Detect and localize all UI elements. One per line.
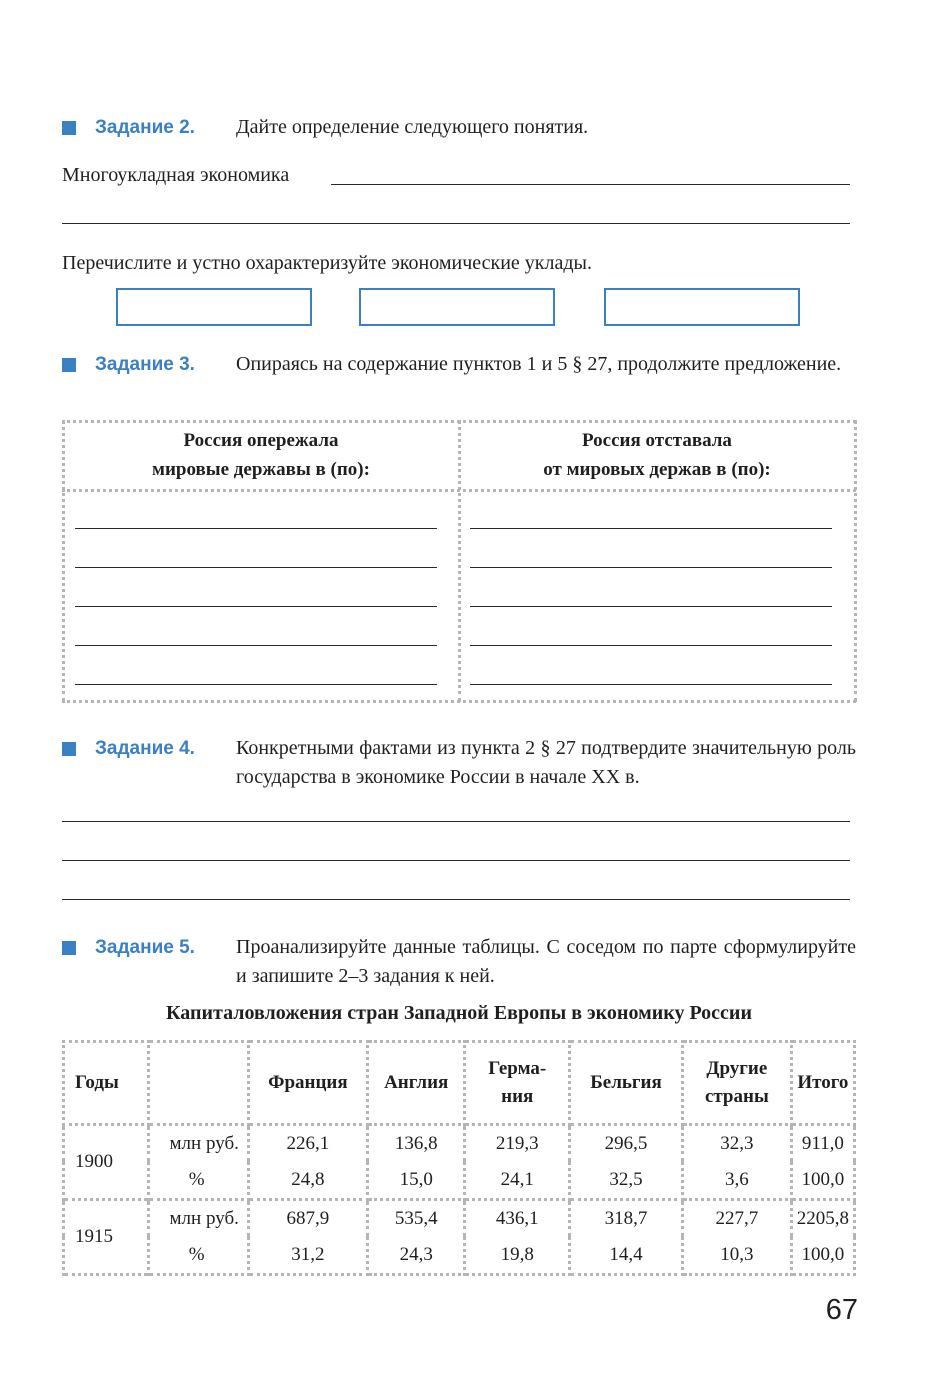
value-cell: 2205,8 [791,1200,854,1238]
table-row [64,1162,855,1200]
task2-text: Дайте определение следующего понятия. [236,116,589,138]
table-row [64,1200,855,1238]
answer-line[interactable] [470,684,832,685]
task4-text: Конкретными фактами из пункта 2 § 27 подтвердите значительную роль государства в экономике России в начале XX в. [236,737,856,788]
task5-text: Проанализируйте данные таблицы. С соседом по парте сформулируйте и запишите 2–3 задания к ней. [236,936,856,987]
value-cell: 24,3 [367,1237,465,1275]
year-cell: 1915 [64,1200,149,1275]
table-title: Капиталовложения стран Западной Европы в экономику России [166,1002,752,1024]
header-belgium: Бельгия [570,1042,683,1125]
task2-prompt: Перечислите и устно охарактеризуйте экономические уклады. [62,252,592,274]
value-cell: 14,4 [570,1237,683,1275]
unit-cell: млн руб. [149,1125,249,1163]
column-header-ahead: Россия опережала мировые державы в (по): [152,430,370,480]
task4-label: Задание 4. [95,738,195,759]
answer-line[interactable] [470,528,832,529]
header-france: Франция [248,1042,367,1125]
investment-table [62,1040,856,1276]
answer-line[interactable] [75,606,437,607]
task3-text: Опираясь на содержание пунктов 1 и 5 § 27, продолжите предложение. [236,353,842,375]
answer-line[interactable] [62,821,850,822]
answer-line[interactable] [470,606,832,607]
header-years: Годы [64,1042,149,1125]
header-unit [149,1042,249,1125]
task3-label: Задание 3. [95,354,195,375]
value-cell: 687,9 [248,1200,367,1238]
unit-cell: % [149,1162,249,1200]
unit-cell: % [149,1237,249,1275]
answer-line[interactable] [470,567,832,568]
value-cell: 19,8 [465,1237,570,1275]
header-total: Итого [791,1042,854,1125]
value-cell: 226,1 [248,1125,367,1163]
answer-line[interactable] [75,645,437,646]
answer-line[interactable] [62,223,850,224]
answer-box-2[interactable] [359,288,555,326]
task4-heading [62,734,856,792]
value-cell: 24,1 [465,1162,570,1200]
answer-line[interactable] [75,684,437,685]
value-cell: 535,4 [367,1200,465,1238]
task5-label: Задание 5. [95,937,195,958]
year-cell: 1900 [64,1125,149,1200]
task-bullet-icon [62,121,76,135]
answer-line[interactable] [470,645,832,646]
value-cell: 15,0 [367,1162,465,1200]
value-cell: 3,6 [682,1162,791,1200]
task2-heading [62,113,588,142]
table-row [64,1237,855,1275]
task2-label: Задание 2. [95,117,195,138]
value-cell: 296,5 [570,1125,683,1163]
answer-box-3[interactable] [604,288,800,326]
task-bullet-icon [62,358,76,372]
task3-heading [62,350,856,379]
value-cell: 911,0 [791,1125,854,1163]
answer-line[interactable] [62,860,850,861]
value-cell: 227,7 [682,1200,791,1238]
answer-line[interactable] [62,899,850,900]
value-cell: 318,7 [570,1200,683,1238]
value-cell: 436,1 [465,1200,570,1238]
header-england: Англия [367,1042,465,1125]
header-other-countries: Другие страны [682,1042,791,1125]
answer-box-1[interactable] [116,288,312,326]
task5-heading [62,933,856,991]
value-cell: 32,3 [682,1125,791,1163]
value-cell: 10,3 [682,1237,791,1275]
value-cell: 24,8 [248,1162,367,1200]
header-germany: Герма- ния [465,1042,570,1125]
answer-line[interactable] [331,184,850,185]
value-cell: 136,8 [367,1125,465,1163]
task-bullet-icon [62,742,76,756]
task2-term: Многоукладная экономика [62,164,290,186]
page-number: 67 [825,1294,858,1326]
value-cell: 31,2 [248,1237,367,1275]
answer-line[interactable] [75,528,437,529]
unit-cell: млн руб. [149,1200,249,1238]
value-cell: 32,5 [570,1162,683,1200]
table-header-row [64,1042,855,1125]
task-bullet-icon [62,941,76,955]
table-row [64,1125,855,1163]
value-cell: 100,0 [791,1237,854,1275]
value-cell: 100,0 [791,1162,854,1200]
answer-line[interactable] [75,567,437,568]
value-cell: 219,3 [465,1125,570,1163]
column-header-behind: Россия отставала от мировых держав в (по): [543,430,771,480]
